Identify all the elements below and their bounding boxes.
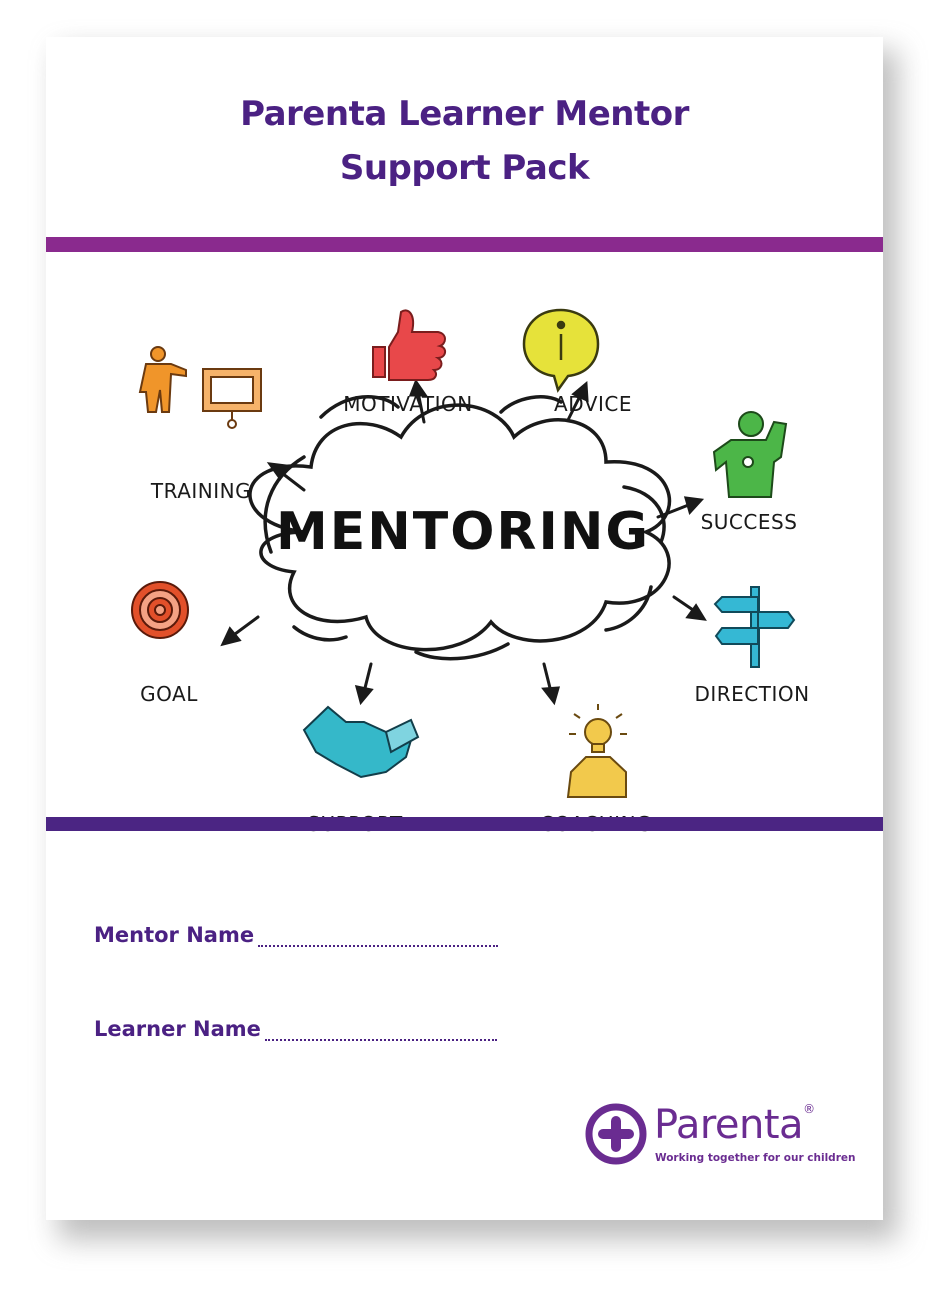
- logo-name: Parenta: [654, 1102, 804, 1148]
- medal-person-icon: [714, 412, 786, 497]
- label-success: SUCCESS: [700, 510, 798, 534]
- mentor-name-field: [94, 923, 498, 947]
- target-icon: [132, 582, 188, 638]
- parenta-cross-icon: [584, 1102, 648, 1166]
- learner-name-label: Learner Name: [94, 1017, 261, 1041]
- label-goal: GOAL: [140, 682, 198, 706]
- learner-name-line[interactable]: [265, 1019, 497, 1041]
- trainer-board-icon: [140, 347, 261, 428]
- label-training: TRAINING: [150, 479, 252, 503]
- title-line-2: Support Pack: [339, 148, 590, 188]
- thumbs-up-icon: [373, 310, 445, 380]
- logo-trademark: ®: [803, 1102, 815, 1116]
- learner-name-field: [94, 1017, 497, 1041]
- bottom-divider-bar: [46, 817, 883, 831]
- mentoring-diagram: [46, 252, 883, 817]
- page-title: [46, 87, 883, 195]
- logo-wordmark: [654, 1102, 815, 1148]
- label-motivation: MOTIVATION: [343, 392, 473, 416]
- parenta-logo: [584, 1102, 856, 1172]
- label-direction: DIRECTION: [694, 682, 810, 706]
- handshake-icon: [304, 707, 418, 777]
- lightbulb-person-icon: [568, 704, 627, 797]
- mentor-name-line[interactable]: [258, 925, 498, 947]
- title-line-1: Parenta Learner Mentor: [240, 94, 689, 134]
- signpost-icon: [715, 587, 794, 667]
- info-speech-bubble-icon: [524, 310, 598, 390]
- top-divider-bar: [46, 237, 883, 252]
- label-advice: ADVICE: [554, 392, 632, 416]
- diagram-center-label: MENTORING: [275, 502, 651, 562]
- logo-tagline: Working together for our children: [655, 1152, 856, 1164]
- mentor-name-label: Mentor Name: [94, 923, 255, 947]
- cover-page: [46, 37, 883, 1220]
